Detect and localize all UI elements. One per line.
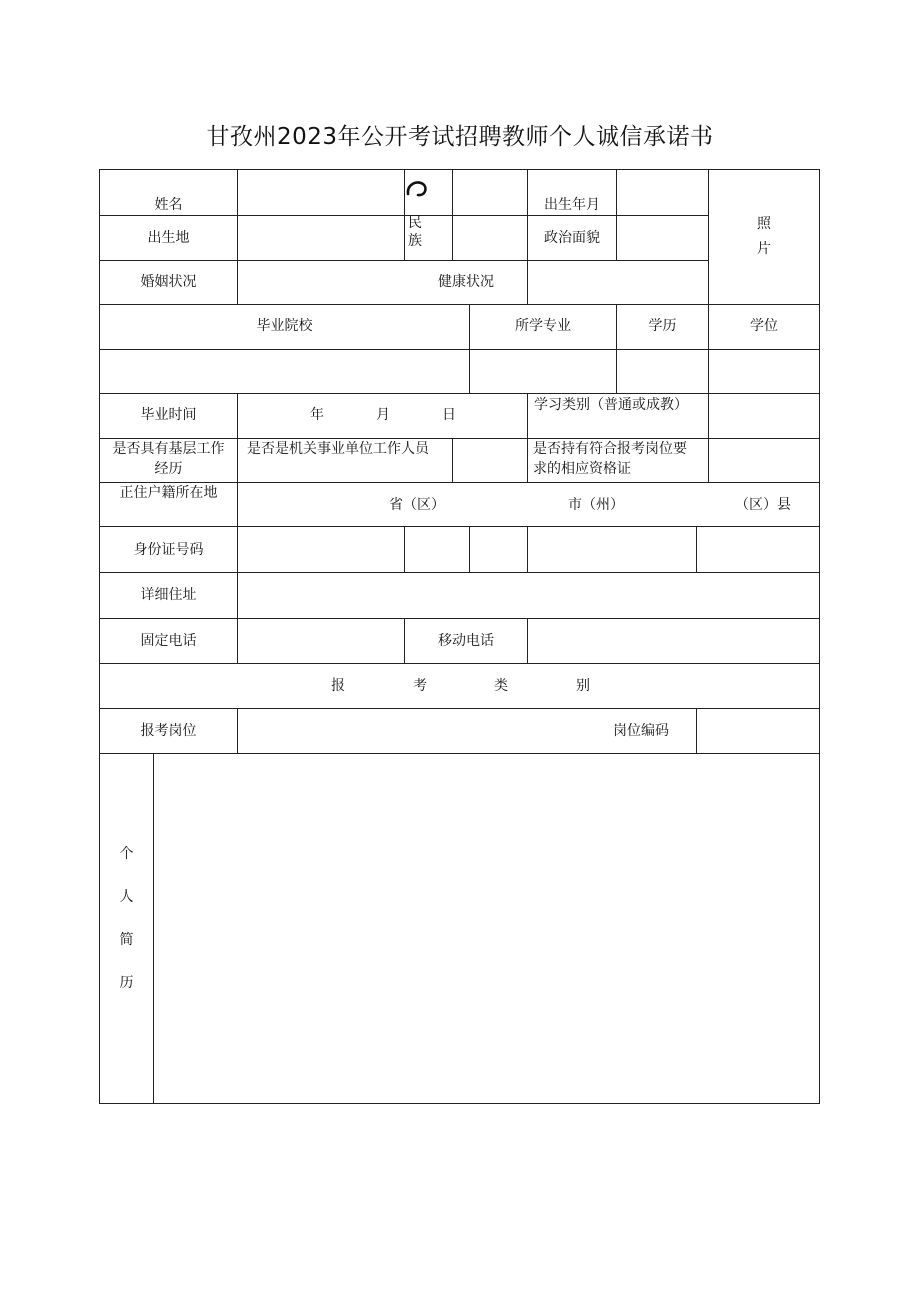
col-line: [237, 526, 238, 572]
row-line: [99, 260, 708, 261]
political-status-label: 政治面貌: [544, 230, 600, 246]
graduate-school-label: 毕业院校: [256, 318, 313, 334]
resume-char-4: 历: [119, 975, 134, 991]
col-line: [153, 753, 154, 1103]
exam-category-char-1: 报: [331, 678, 345, 694]
resume-char-3: 简: [119, 932, 134, 948]
row-line: [99, 438, 820, 439]
col-line: [452, 438, 453, 482]
id-number-label: 身份证号码: [133, 542, 204, 558]
col-line: [527, 438, 528, 482]
col-line: [237, 169, 238, 304]
resume-char-2: 人: [119, 889, 134, 905]
study-type-label: 学习类别（普通或成教）: [534, 397, 688, 413]
grassroots-label-1: 是否具有基层工作: [112, 441, 225, 457]
county-label: （区）县: [735, 497, 791, 513]
col-line: [527, 526, 528, 572]
landline-label: 固定电话: [140, 633, 197, 649]
row-line: [99, 349, 820, 350]
col-line: [237, 393, 238, 438]
birthplace-label: 出生地: [147, 230, 190, 246]
city-label: 市（州）: [568, 497, 624, 513]
row-line: [99, 304, 820, 305]
ethnicity-label-1: 民: [408, 215, 422, 231]
month-label: 月: [376, 407, 390, 423]
col-line: [527, 393, 528, 438]
row-line: [99, 572, 820, 573]
row-line: [99, 708, 820, 709]
mobile-label: 移动电话: [438, 633, 494, 649]
col-line: [696, 526, 697, 572]
name-label: 姓名: [154, 197, 183, 213]
page-title: 甘孜州2023年公开考试招聘教师个人诚信承诺书: [206, 124, 714, 150]
exam-category-char-2: 考: [413, 678, 427, 694]
table-border-bottom: [99, 1103, 820, 1104]
photo-label-1: 照: [757, 216, 771, 232]
col-line: [469, 526, 470, 572]
col-line: [404, 526, 405, 572]
table-border-top: [99, 169, 820, 170]
position-code-label: 岗位编码: [613, 723, 669, 739]
col-line: [237, 708, 238, 753]
col-line: [527, 618, 528, 663]
position-label: 报考岗位: [140, 723, 197, 739]
col-line: [708, 438, 709, 482]
birth-date-label: 出生年月: [544, 197, 600, 213]
col-line: [237, 618, 238, 663]
col-line: [616, 169, 617, 260]
degree-label: 学位: [750, 318, 778, 334]
ethnicity-label-2: 族: [408, 233, 422, 249]
public-staff-label: 是否是机关事业单位工作人员: [247, 441, 429, 457]
col-line: [237, 482, 238, 526]
photo-label-2: 片: [757, 241, 771, 257]
row-line: [99, 526, 820, 527]
handwritten-mark: [405, 176, 431, 202]
col-line: [696, 708, 697, 753]
col-line: [708, 393, 709, 438]
day-label: 日: [442, 407, 456, 423]
col-line: [708, 169, 709, 304]
exam-category-char-3: 类: [494, 678, 508, 694]
row-line: [99, 482, 820, 483]
row-line: [99, 663, 820, 664]
qualification-label-2: 求的相应资格证: [533, 461, 631, 477]
province-label: 省（区）: [389, 497, 445, 513]
health-status-label: 健康状况: [438, 274, 494, 290]
graduation-time-label: 毕业时间: [140, 407, 197, 423]
row-line: [99, 393, 820, 394]
col-line: [452, 169, 453, 260]
col-line: [237, 572, 238, 618]
row-line: [99, 618, 820, 619]
education-label: 学历: [648, 318, 677, 334]
grassroots-label-2: 经历: [154, 461, 183, 477]
row-line: [99, 753, 820, 754]
table-border-right: [819, 169, 820, 1104]
address-label: 详细住址: [140, 587, 197, 603]
exam-category-char-4: 别: [576, 678, 590, 694]
year-label: 年: [310, 407, 324, 423]
qualification-label-1: 是否持有符合报考岗位要: [533, 441, 687, 457]
resume-char-1: 个: [119, 846, 134, 862]
col-line: [237, 438, 238, 482]
household-label: 正住户籍所在地: [119, 485, 218, 501]
major-label: 所学专业: [515, 318, 571, 334]
marital-status-label: 婚姻状况: [140, 274, 197, 290]
